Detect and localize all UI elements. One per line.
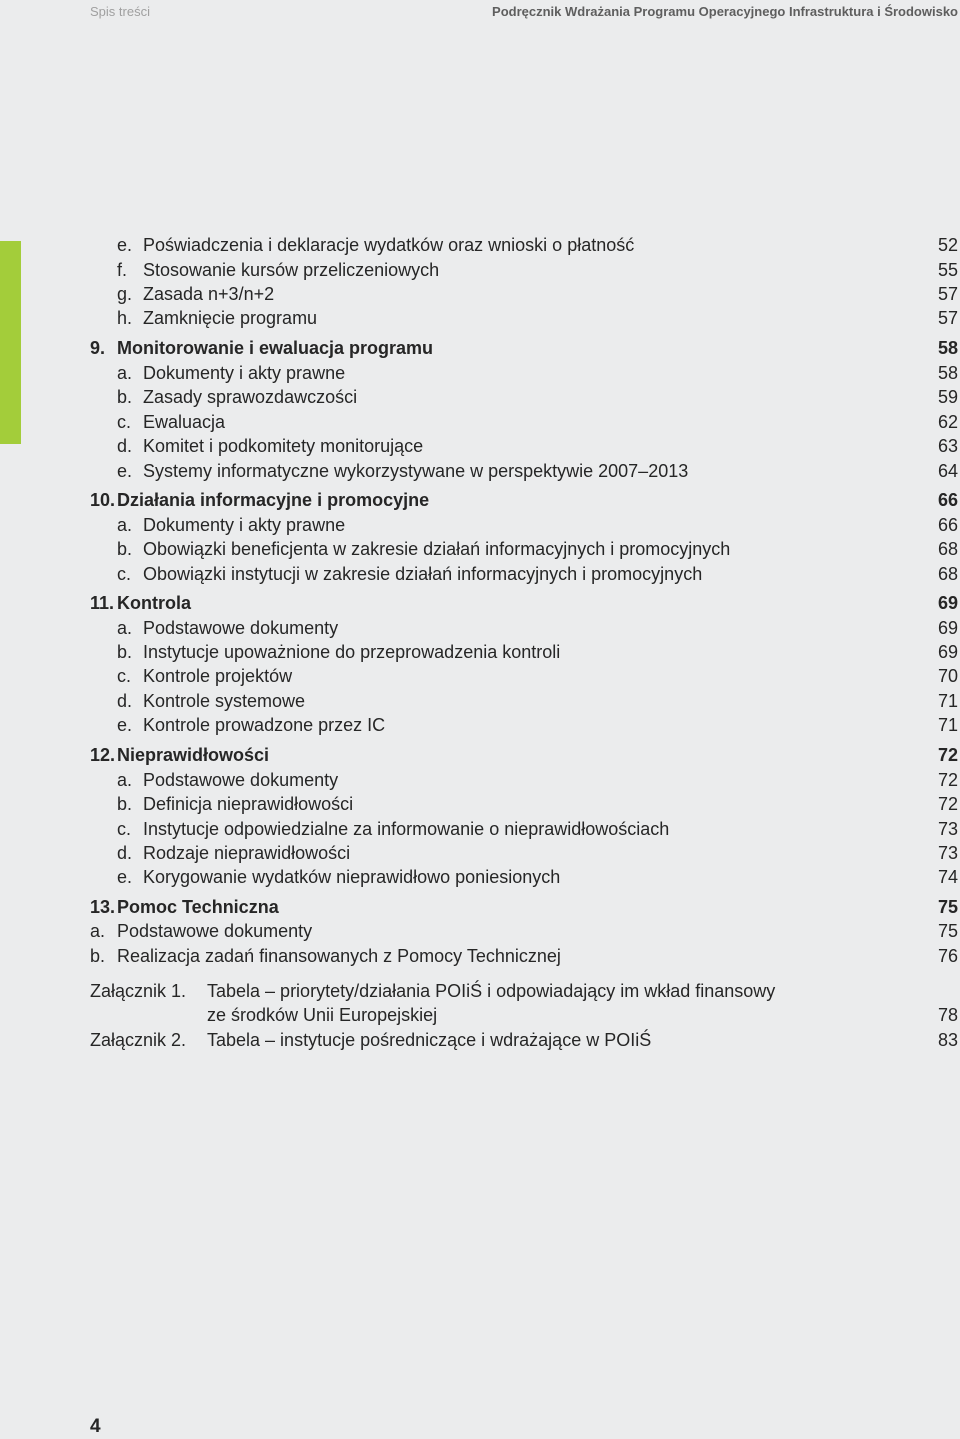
toc-entry[interactable] <box>90 306 958 330</box>
toc-entry-title: Instytucje odpowiedzialne za informowanie o nieprawidłowościach <box>143 819 670 839</box>
toc-annex-entry[interactable] <box>90 1028 958 1052</box>
toc-entry-number: a. <box>117 515 133 535</box>
toc-section-title: Działania informacyjne i promocyjne <box>117 490 430 510</box>
toc-section-title: Monitorowanie i ewaluacja programu <box>117 338 434 358</box>
toc-entry-title: Korygowanie wydatków nieprawidłowo poniesionych <box>143 867 561 887</box>
toc-annex-number: Załącznik 1. <box>90 981 187 1001</box>
toc-entry-number: c. <box>117 819 132 839</box>
toc-entry-page: 55 <box>937 260 958 280</box>
toc-entry-title: Realizacja zadań finansowanych z Pomocy Technicznej <box>117 946 561 966</box>
toc-section-number: 10. <box>90 490 116 510</box>
toc-entry-number: a. <box>117 363 133 383</box>
toc-entry-page: 71 <box>937 715 958 735</box>
toc-entry[interactable] <box>90 713 958 737</box>
toc-entry-title: Poświadczenia i deklaracje wydatków oraz wnioski o płatność <box>143 235 635 255</box>
toc-entry-title: Stosowanie kursów przeliczeniowych <box>143 260 440 280</box>
toc-entry-title: Podstawowe dokumenty <box>117 921 313 941</box>
toc-entry-number: c. <box>117 412 132 432</box>
toc-entry-page: 58 <box>937 363 958 383</box>
toc-section-page: 66 <box>937 490 958 510</box>
toc-entry-number: b. <box>117 642 133 662</box>
toc-entry-title: Systemy informatyczne wykorzystywane w perspektywie 2007–2013 <box>143 461 689 481</box>
toc-section-number: 12. <box>90 745 116 765</box>
toc-entry-page: 70 <box>937 666 958 686</box>
toc-entry-number: f. <box>117 260 128 280</box>
toc-entry-number: c. <box>117 666 132 686</box>
toc-entry-number: b. <box>90 946 106 966</box>
toc-entry-page: 62 <box>937 412 958 432</box>
toc-entry-title: Podstawowe dokumenty <box>143 618 339 638</box>
toc-section-number: 11. <box>90 593 115 613</box>
toc-section-title: Pomoc Techniczna <box>117 897 279 917</box>
page-number: 4 <box>90 1416 101 1437</box>
toc-entry[interactable] <box>90 282 958 306</box>
toc-entry-number: b. <box>117 387 133 407</box>
toc-entry-title: Definicja nieprawidłowości <box>143 794 354 814</box>
toc-entry-number: b. <box>117 539 133 559</box>
toc-entry[interactable] <box>90 689 958 713</box>
toc-entry-title: Dokumenty i akty prawne <box>143 515 346 535</box>
toc-entry-title: Dokumenty i akty prawne <box>143 363 346 383</box>
toc-entry[interactable] <box>90 865 958 889</box>
toc-entry[interactable] <box>90 562 958 586</box>
toc-entry-title: Kontrole prowadzone przez IC <box>143 715 386 735</box>
toc-section-heading[interactable] <box>90 743 958 767</box>
toc-section-page: 75 <box>937 897 958 917</box>
toc-section-title: Nieprawidłowości <box>117 745 270 765</box>
toc-entry-number: d. <box>117 691 133 711</box>
toc-entry-page: 68 <box>937 539 958 559</box>
toc-entry-title: Kontrole systemowe <box>143 691 306 711</box>
toc-entry[interactable] <box>90 233 958 257</box>
toc-entry[interactable] <box>90 944 958 968</box>
toc-entry[interactable] <box>90 361 958 385</box>
running-header-title: Podręcznik Wdrażania Programu Operacyjnego Infrastruktura i Środowisko <box>492 4 958 19</box>
toc-entry-number: a. <box>117 770 133 790</box>
toc-entry-title: Ewaluacja <box>143 412 226 432</box>
toc-entry[interactable] <box>90 616 958 640</box>
toc-entry-number: d. <box>117 843 133 863</box>
toc-entry-page: 72 <box>937 794 958 814</box>
toc-entry-number: e. <box>117 235 133 255</box>
toc-entry-number: d. <box>117 436 133 456</box>
toc-entry-page: 63 <box>937 436 958 456</box>
toc-annex-title-continued: ze środków Unii Europejskiej <box>207 1005 438 1025</box>
toc-entry-title: Obowiązki beneficjenta w zakresie działań informacyjnych i promocyjnych <box>143 539 731 559</box>
toc-entry-number: c. <box>117 564 132 584</box>
toc-entry-page: 72 <box>937 770 958 790</box>
toc-entry[interactable] <box>90 537 958 561</box>
toc-entry-title: Kontrole projektów <box>143 666 293 686</box>
toc-section-number: 13. <box>90 897 116 917</box>
toc-entry-number: g. <box>117 284 133 304</box>
toc-entry-number: h. <box>117 308 133 328</box>
toc-section-page: 69 <box>937 593 958 613</box>
toc-entry-page: 73 <box>937 819 958 839</box>
toc-entry[interactable] <box>90 385 958 409</box>
toc-entry-page: 59 <box>937 387 958 407</box>
toc-entry[interactable] <box>90 640 958 664</box>
toc-section-heading[interactable] <box>90 895 958 919</box>
toc-entry-page: 52 <box>937 235 958 255</box>
toc-section-page: 58 <box>937 338 958 358</box>
toc-entry-page: 76 <box>937 946 958 966</box>
toc-entry-title: Obowiązki instytucji w zakresie działań informacyjnych i promocyjnych <box>143 564 703 584</box>
toc-entry-number: e. <box>117 867 133 887</box>
toc-entry[interactable] <box>90 792 958 816</box>
toc-section-heading[interactable] <box>90 591 958 615</box>
toc-annex-entry[interactable] <box>90 979 958 1003</box>
toc-section-page: 72 <box>937 745 958 765</box>
toc-entry-title: Zamknięcie programu <box>143 308 318 328</box>
running-header-section: Spis treści <box>90 4 150 19</box>
toc-entry-number: a. <box>117 618 133 638</box>
toc-entry-page: 57 <box>937 284 958 304</box>
toc-entry[interactable] <box>90 768 958 792</box>
toc-entry-page: 69 <box>937 618 958 638</box>
toc-entry[interactable] <box>90 817 958 841</box>
toc-entry[interactable] <box>90 513 958 537</box>
toc-entry[interactable] <box>90 459 958 483</box>
toc-entry-title: Instytucje upoważnione do przeprowadzenia kontroli <box>143 642 561 662</box>
toc-annex-page: 83 <box>937 1030 958 1050</box>
toc-entry[interactable] <box>90 664 958 688</box>
toc-entry-page: 73 <box>937 843 958 863</box>
toc-entry[interactable] <box>90 258 958 282</box>
toc-entry-page: 57 <box>937 308 958 328</box>
toc-entry-number: e. <box>117 715 133 735</box>
toc-entry-page: 66 <box>937 515 958 535</box>
toc-annex-title: Tabela – instytucje pośredniczące i wdrażające w POIiŚ <box>207 1030 652 1050</box>
section-tab-marker <box>0 241 21 444</box>
toc-entry-title: Komitet i podkomitety monitorujące <box>143 436 424 456</box>
toc-entry-number: b. <box>117 794 133 814</box>
toc-annex-continuation[interactable] <box>90 1003 958 1027</box>
toc-entry-number: a. <box>90 921 106 941</box>
toc-entry-page: 68 <box>937 564 958 584</box>
toc-annex-page: 78 <box>937 1005 958 1025</box>
toc-entry-title: Rodzaje nieprawidłowości <box>143 843 351 863</box>
toc-annex-title: Tabela – priorytety/działania POIiŚ i odpowiadający im wkład finansowy <box>207 981 776 1001</box>
toc-entry-title: Zasady sprawozdawczości <box>143 387 358 407</box>
toc-entry[interactable] <box>90 841 958 865</box>
toc-entry-page: 75 <box>937 921 958 941</box>
toc-entry-title: Podstawowe dokumenty <box>143 770 339 790</box>
toc-entry[interactable] <box>90 919 958 943</box>
toc-annex-number: Załącznik 2. <box>90 1030 187 1050</box>
toc-entry-page: 69 <box>937 642 958 662</box>
toc-section-title: Kontrola <box>117 593 191 613</box>
toc-entry-page: 74 <box>937 867 958 887</box>
toc-entry-number: e. <box>117 461 133 481</box>
toc-section-heading[interactable] <box>90 336 958 360</box>
toc-entry-page: 64 <box>937 461 958 481</box>
toc-section-heading[interactable] <box>90 488 958 512</box>
toc-entry[interactable] <box>90 410 958 434</box>
toc-entry[interactable] <box>90 434 958 458</box>
toc-section-number: 9. <box>90 338 106 358</box>
toc-entry-title: Zasada n+3/n+2 <box>143 284 275 304</box>
toc-entry-page: 71 <box>937 691 958 711</box>
